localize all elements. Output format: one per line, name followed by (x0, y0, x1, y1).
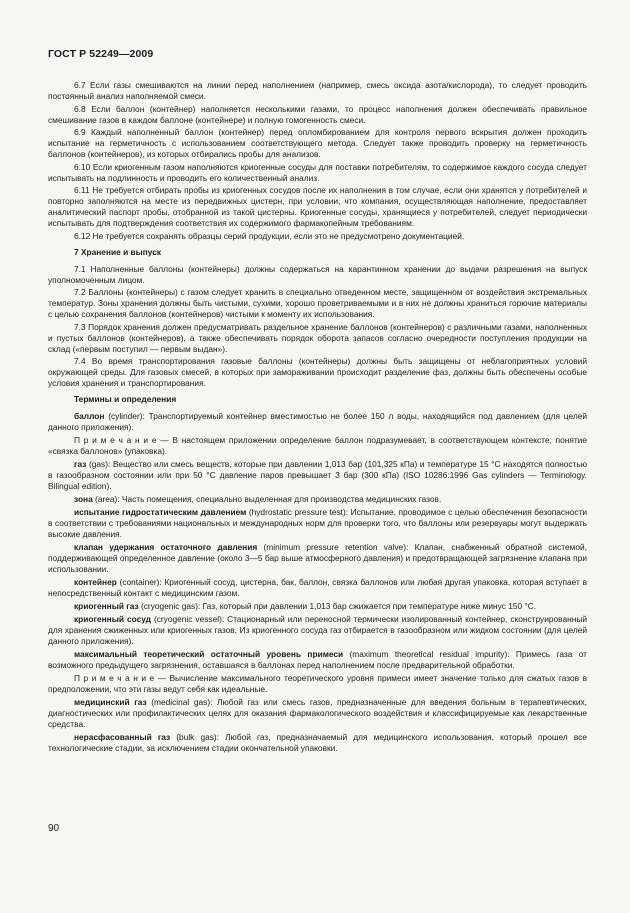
term-entry (48, 494, 587, 505)
term-note: П р и м е ч а н и е — Вычисление максимального теоретического уровня примеси имеет значение только для сжатых газов в предположении, что эти газы ведут себя как идеальные. (48, 673, 587, 694)
paragraph-6-9: 6.9 Каждый наполненный баллон (контейнер) перед опломбированием для контроля первого вскрытия должен проходить испытание на герметичность с использованием соответствующего метода. Следует также проводить проверку на герметичность баллонов (контейнеров), из которых отбирались пробы для анализов. (48, 127, 587, 159)
paragraph-7-2: 7.2 Баллоны (контейнеры) с газом следует хранить в специально отведенном месте, защищенном от воздействия экстремальных температур. Зоны хранения должны быть чистыми, сухими, хорошо проветриваемыми и в них не должны храниться горючие материалы с целью сохранения баллонов (контейнеров) чистыми к моменту их использования. (48, 287, 587, 319)
page-number: 90 (48, 823, 60, 834)
term-definition: (area): Часть помещения, специально выделенная для производства медицинских газов. (92, 494, 442, 504)
term-entry (48, 614, 587, 647)
term-name: клапан удержания остаточного давления (74, 542, 258, 552)
paragraph-6-10: 6.10 Если криогенным газом наполняются криогенные сосуды для поставки потребителям, то содержимое каждого сосуда следует испытывать на подлинность и проводить его количественный анализ. (48, 161, 587, 183)
term-entry (48, 601, 587, 612)
term-definition: (cylinder): Транспортируемый контейнер вместимостью не более 150 л воды, находящийся под давлением (для целей данного приложения). (48, 411, 587, 432)
document-header: ГОСТ Р 52249—2009 (48, 48, 154, 60)
term-entry (48, 411, 587, 433)
term-entry (48, 577, 587, 599)
term-name: нерасфасованный газ (74, 732, 171, 742)
term-name: криогенный газ (74, 601, 139, 611)
term-definition: (container): Криогенный сосуд, цистерна, бак, баллон, связка баллонов или любая другая упаковка, которая вступает в непосредственный контакт с медицинским газом. (48, 577, 587, 598)
term-entry (48, 459, 587, 492)
paragraph-6-11: 6.11 Не требуется отбирать пробы из криогенных сосудов после их наполнения в том случае, если они хранятся у потребителей и повторно заполняются на месте из передвижных цистерн, при условии, что компания, осуществляющая наполнение, предоставляет аналитический паспорт пробы, отобранной из такой цистерны. Криогенные сосуды, хранящиеся у потребителей, следует периодически испытывать для подтверждения соответствия их содержимого фармакопейным требованиям. (48, 185, 587, 228)
term-definition: (cryogenic vessel): Стационарный или переносной термически изолированный контейнер, сконструированный для хранения сжиженных или криогенных газов. Из криогенного сосуда газ отбирается в газообразном или жидком состоянии (для целей данного приложения). (48, 614, 587, 646)
term-name: баллон (74, 411, 105, 421)
term-name: медицинский газ (74, 697, 147, 707)
term-definition: (medicinal gas): Любой газ или смесь газов, предназначенные для введения больным в терапевтических, диагностических или профилактических целях для оказания фармакологического воздействия и классифицируемые как лекарственные средства. (48, 697, 587, 729)
term-definition: (gas): Вещество или смесь веществ, которые при давлении 1,013 бар (101,325 кПа) и температуре 15 °С находятся полностью в газообразном состоянии или при 50 °С давление паров превышает 3 бар (300 кПа) (ISO 10286:1996 Gas cylinders — Terminology. Bilingual edition). (48, 459, 587, 491)
term-entry (48, 649, 587, 671)
section-7-heading: 7 Хранение и выпуск (74, 246, 162, 257)
term-name: зона (74, 494, 93, 504)
term-definition: (bulk gas): Любой газ, предназначаемый для медицинского использования, который прошел все технологические стадии, за исключением стадии окончательной упаковки. (48, 732, 587, 753)
term-entry (48, 507, 587, 540)
term-name: криогенный сосуд (74, 614, 151, 624)
term-name: газ (74, 459, 87, 469)
terms-heading: Термины и определения (74, 394, 177, 404)
term-name: контейнер (74, 577, 117, 587)
paragraph-7-3: 7.3 Порядок хранения должен предусматривать раздельное хранение баллонов (контейнеров) с различными газами, наполненных и пустых баллонов (контейнеров), а также обеспечивать порядок оборота запасов согласно очередности поступления продукции на склад («первым поступил — первым выдан»). (48, 321, 587, 354)
term-entry (48, 697, 587, 730)
term-definition: (minimum pressure retention valve): Клапан, снабженный обратной системой, поддерживающей определенное давление (около 3—5 бар выше атмосферного давления) и предотвращающей загрязнение клапана при использовании. (48, 542, 587, 574)
term-entry (48, 542, 587, 575)
term-definition: (maximum theoretical residual impurity): Примесь газа от возможного предыдущего загрязнения, оставшаяся в баллонах перед наполнением после предварительной обработки. (48, 649, 587, 670)
paragraph-6-8: 6.8 Если баллон (контейнер) наполняется несколькими газами, то процесс наполнения должен обеспечивать правильное смешивание газов в каждом баллоне (контейнере) и полную гомогенность смеси. (48, 103, 587, 125)
term-note: П р и м е ч а н и е — В настоящем приложении определение баллон подразумевает, в соответствующем контексте, понятие «связка баллонов» (упаковка). (48, 435, 587, 456)
term-definition: (hydrostatic pressure test): Испытание, проводимое с целью обеспечения безопасности в соответствии с требованиями национальных и международных норм для проверки того, что баллоны или резервуары могут выдержать высокие давления. (48, 507, 588, 539)
term-name: испытание гидростатическим давлением (74, 507, 247, 517)
paragraph-7-4: 7.4 Во время транспортирования газовые баллоны (контейнеры) должны быть защищены от неблагоприятных условий окружающей среды. Для газовых смесей, в которых при замораживании происходит разделение фаз, должны быть обеспечены особые условия хранения и транспортирования. (48, 356, 587, 388)
paragraph-7-1: 7.1 Наполненные баллоны (контейнеры) должны содержаться на карантинном хранении до выдачи разрешения на выпуск уполномоченным лицом. (48, 263, 587, 285)
paragraph-6-12: 6.12 Не требуется сохранять образцы серий продукции, если это не предусмотрено документацией. (74, 230, 465, 241)
term-name: максимальный теоретический остаточный уровень примеси (74, 649, 344, 659)
term-definition: (cryogenic gas): Газ, который при давлении 1,013 бар сжижается при температуре ниже минус 150 °С. (138, 601, 537, 611)
document-body (48, 80, 587, 756)
paragraph-6-7: 6.7 Если газы смешиваются на линии перед наполнением (например, смесь оксида азота/кислорода), то следует проводить постоянный анализ наполняемой смеси. (48, 80, 587, 101)
term-entry (48, 732, 587, 754)
